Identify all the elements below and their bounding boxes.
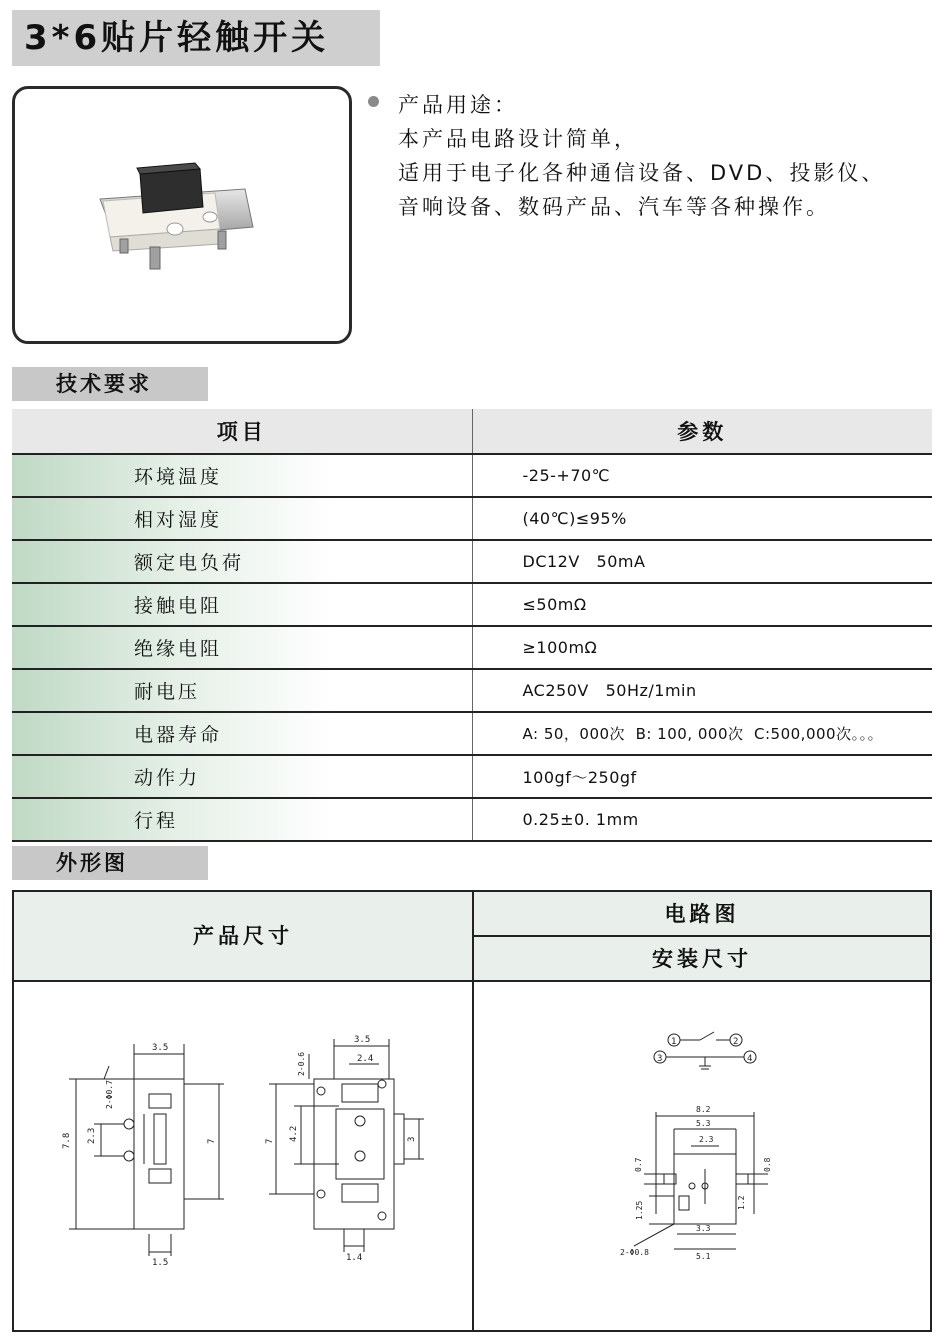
spec-item: 绝缘电阻	[12, 626, 472, 669]
spec-item: 动作力	[12, 755, 472, 798]
dim-label: 5.1	[696, 1252, 711, 1261]
dim-label: 7	[207, 1138, 217, 1144]
dim-label: 4.2	[289, 1125, 299, 1142]
dim-label: 7	[265, 1138, 275, 1144]
pin-label: 4	[747, 1054, 753, 1064]
dim-label: 1.25	[635, 1200, 644, 1220]
table-row	[12, 798, 932, 841]
dim-label: 0.8	[763, 1157, 772, 1172]
dim-label: 1.5	[152, 1258, 169, 1268]
spec-table	[12, 409, 932, 842]
spec-item: 相对湿度	[12, 497, 472, 540]
spec-value: (40℃)≤95%	[472, 497, 932, 540]
side-view-drawing	[69, 1044, 224, 1256]
dim-label: 5.3	[696, 1119, 711, 1128]
spec-header-row	[12, 409, 932, 454]
dim-label: 1.2	[737, 1195, 746, 1210]
dim-label: 2-Φ0.8	[620, 1248, 649, 1257]
dim-label: 2-Φ0.7	[105, 1080, 114, 1109]
dim-label: 2.3	[699, 1135, 714, 1144]
dim-label: 0.7	[634, 1157, 643, 1172]
spec-value: ≤50mΩ	[472, 583, 932, 626]
spec-item: 额定电负荷	[12, 540, 472, 583]
spec-item: 电器寿命	[12, 712, 472, 755]
mounting-dimensions-header: 安装尺寸	[474, 937, 930, 982]
table-row	[12, 454, 932, 497]
usage-block	[398, 88, 928, 224]
circuit-diagram	[654, 1032, 756, 1069]
spec-item: 接触电阻	[12, 583, 472, 626]
spec-value: A: 50，000次 B: 100, 000次 C:500,000次。。。	[472, 712, 932, 755]
table-row	[12, 540, 932, 583]
spec-value: -25-+70℃	[472, 454, 932, 497]
bullet-dot	[368, 96, 379, 107]
dim-label: 2.4	[357, 1054, 374, 1064]
usage-heading: 产品用途：	[398, 93, 518, 117]
product-dimension-drawing	[14, 984, 470, 1330]
header-item: 项目	[12, 409, 472, 454]
table-row	[12, 583, 932, 626]
product-photo	[15, 89, 349, 341]
table-row	[12, 755, 932, 798]
dim-label: 8.2	[696, 1105, 711, 1114]
usage-line: 适用于电子化各种通信设备、DVD、投影仪、	[398, 161, 886, 185]
header-param: 参数	[472, 409, 932, 454]
circuit-and-mounting-drawing	[474, 984, 930, 1330]
dim-label: 1.4	[346, 1253, 363, 1263]
pin-label: 3	[657, 1054, 663, 1064]
usage-line: 本产品电路设计简单，	[398, 127, 638, 151]
spec-item: 环境温度	[12, 454, 472, 497]
dim-label: 3.5	[354, 1035, 371, 1045]
product-photo-frame	[12, 86, 352, 344]
spec-value: ≥100mΩ	[472, 626, 932, 669]
table-row	[12, 497, 932, 540]
shape-section-tab: 外形图	[12, 846, 208, 880]
dim-label: 2.3	[87, 1127, 97, 1144]
dim-label: 2-0.6	[297, 1051, 306, 1076]
table-row	[12, 626, 932, 669]
pin-label: 1	[671, 1037, 677, 1047]
spec-item: 行程	[12, 798, 472, 841]
page-title: 3*6贴片轻触开关	[12, 10, 380, 66]
pin-label: 2	[733, 1037, 739, 1047]
table-row	[12, 669, 932, 712]
tech-section-tab: 技术要求	[12, 367, 208, 401]
product-dimensions-header: 产品尺寸	[14, 892, 474, 982]
table-row	[12, 712, 932, 755]
spec-value: AC250V 50Hz/1min	[472, 669, 932, 712]
dim-label: 3.3	[696, 1224, 711, 1233]
top-view-drawing	[269, 1039, 424, 1252]
spec-item: 耐电压	[12, 669, 472, 712]
dim-label: 3	[407, 1136, 417, 1142]
usage-line: 音响设备、数码产品、汽车等各种操作。	[398, 195, 830, 219]
spec-value: 100gf～250gf	[472, 755, 932, 798]
dimension-panel	[12, 890, 932, 1332]
dim-label: 3.5	[152, 1043, 169, 1053]
circuit-diagram-header: 电路图	[474, 892, 930, 937]
dim-label: 7.8	[62, 1132, 72, 1149]
spec-value: DC12V 50mA	[472, 540, 932, 583]
spec-value: 0.25±0. 1mm	[472, 798, 932, 841]
